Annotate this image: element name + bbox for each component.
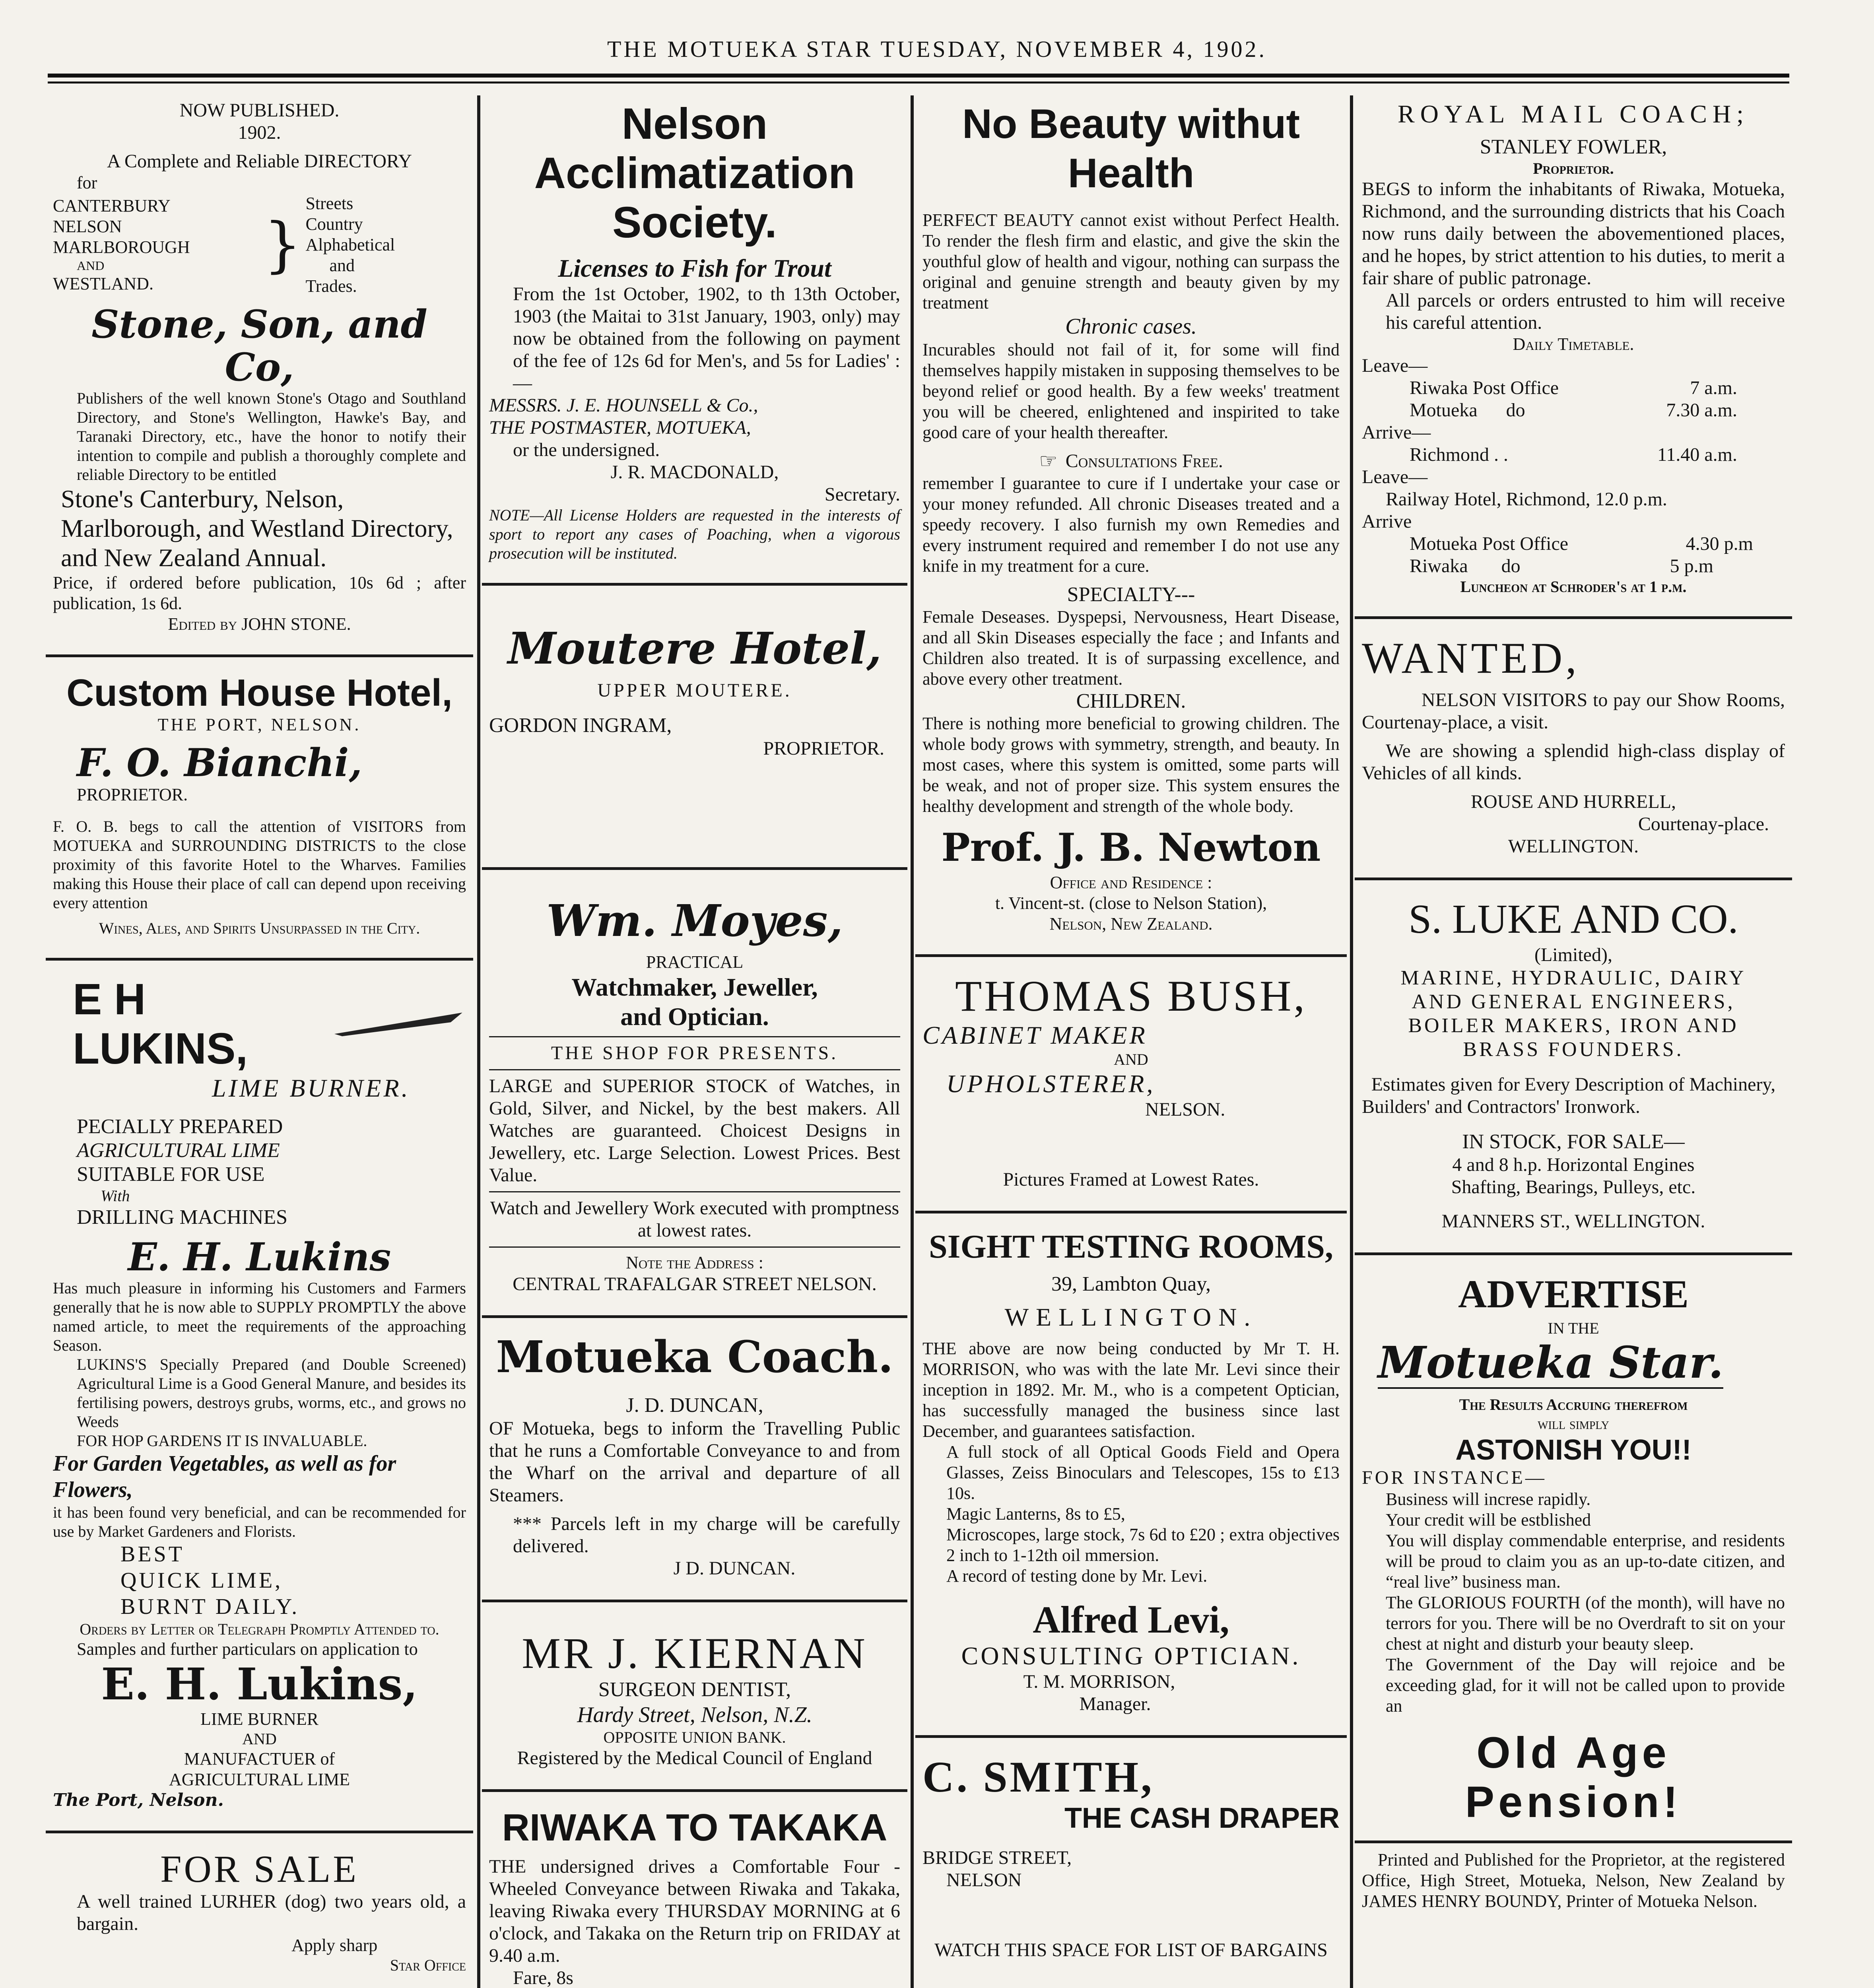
ad-body: All parcels or orders entrusted to him will receive his careful attention.: [1386, 290, 1785, 333]
proprietor-name: GORDON INGRAM,: [489, 714, 672, 737]
ad-line: Shafting, Bearings, Pulleys, etc.: [1451, 1176, 1696, 1198]
proprietor-role: PROPRIETOR.: [763, 738, 884, 759]
ad-line: AND: [1114, 1050, 1148, 1068]
timetable-place: Riwaka Post Office: [1410, 377, 1559, 398]
ad-subhead: Daily Timetable.: [1513, 334, 1634, 354]
ad-line: THE POSTMASTER, MOTUEKA,: [489, 417, 751, 438]
quill-icon: [334, 1010, 466, 1038]
ad-line: or the undersigned.: [513, 439, 660, 460]
lukins-line: AGRICULTURAL LIME: [77, 1139, 280, 1162]
ad-address: NELSON.: [1145, 1099, 1225, 1120]
timetable-time: 5 p.m: [1670, 555, 1713, 577]
timetable-row: [1362, 555, 1785, 577]
ad-body: remember I guarantee to cure if I undertake your case or your money refunded. All chronic Diseases treated and a speedy recovery. I also furnish my own Remedies and every instrument required and remember I do not use any knife in my treatment for a cure.: [922, 474, 1340, 576]
timetable-line: Leave—: [1362, 355, 1428, 376]
thomas-bush-ad: [915, 967, 1347, 1200]
ad-note: Orders by Letter or Telegraph Promptly Attended to.: [80, 1620, 439, 1638]
ad-line: MESSRS. J. E. HOUNSELL & Co.,: [489, 395, 758, 416]
masthead: THE MOTUEKA STAR TUESDAY, NOVEMBER 4, 1902.: [607, 36, 1267, 62]
lukins-garden: For Garden Vegetables, as well as for Flowers,: [53, 1451, 396, 1502]
ad-body: Watch and Jewellery Work executed with promptness at lowest rates.: [490, 1198, 899, 1241]
directory-title: Stone's Canterbury, Nelson, Marlborough, and Westland Directory, and New Zealand Annual.: [61, 485, 453, 572]
ad-title: MR J. KIERNAN: [522, 1629, 868, 1677]
ad-signature: Prof. J. B. Newton: [941, 825, 1321, 870]
ad-title: Society.: [612, 198, 777, 247]
ad-signature: J D. DUNCAN.: [673, 1558, 796, 1579]
lukins-sig-line: AND: [242, 1730, 277, 1748]
pointing-hand-icon: ☞: [1039, 450, 1058, 473]
ad-body: THE above are now being conducted by Mr T. H. MORRISON, who was with the late Mr. Levi since their inception in 1892. Mr. M., who is a competent Optician, has successfully managed the business since last December, and guarantees satisfaction.: [922, 1339, 1340, 1441]
kind: Country: [305, 214, 363, 234]
directory-ad: [46, 95, 473, 644]
for-sale-ad: [46, 1844, 473, 1984]
divider: [482, 1789, 907, 1792]
ad-body: Incurables should not fail of it, for some will find themselves happily mistaken in supposing themselves to be beyond relief or good health. By a few weeks' treatment you will be cheered, enlightened and inspirited to take good care of your health thereafter.: [922, 340, 1340, 442]
lukins-sig-line: AGRICULTURAL LIME: [169, 1770, 350, 1789]
divider: [482, 1315, 907, 1318]
ad-body: From the 1st October, 1902, to th 13th October, 1903 (the Maitai to 31st January, 1903, only) may now be obtained from the following on payment of the fee of 12s 6d for Men's, and 5s for Ladies' :—: [513, 283, 900, 394]
column-3: [915, 95, 1347, 1988]
region: AND: [77, 258, 105, 273]
ad-body: OF Motueka, begs to inform the Travelling Public that he runs a Comfortable Conveyance to and from the Wharf on the arrival and departure of all Steamers.: [489, 1418, 900, 1506]
ad-title: E H LUKINS,: [73, 975, 248, 1073]
ad-title: Custom House Hotel,: [66, 672, 452, 714]
ad-body: Estimates given for Every Description of Machinery,: [1371, 1074, 1776, 1095]
ad-note: Pictures Framed at Lowest Rates.: [1003, 1169, 1259, 1190]
divider: [915, 1211, 1347, 1213]
divider: [1355, 616, 1792, 619]
timetable-place: Motueka Post Office: [1410, 533, 1569, 554]
ad-subtitle: UPPER MOUTERE.: [597, 680, 792, 701]
ad-body: There is nothing more beneficial to growing children. The whole body grows with symmetry, strength, and beauty. In most cases, where this system is omitted, some parts will be weak, and not of proper size. This system ensures the healthy development and strength of the whole body.: [922, 714, 1340, 816]
directory-line: 1902.: [238, 122, 281, 143]
ad-body: F. O. B. begs to call the attention of VISITORS from MOTUEKA and SURROUNDING DISTRICTS to the close proximity of this favorite Hotel to the Wharves. Families making this House their place of call can depend upon receiving every attention: [53, 817, 466, 912]
ad-note: FOR HOP GARDENS IT IS INVALUABLE.: [77, 1432, 367, 1450]
ad-body: Microscopes, large stock, 7s 6d to £20 ; extra objectives 2 inch to 1-12th oil mmersion.: [946, 1525, 1340, 1565]
lukins-sig-line: MANUFACTUER of: [184, 1749, 335, 1769]
divider: [915, 1735, 1347, 1738]
timetable-line: Arrive: [1362, 511, 1412, 532]
divider: [46, 1831, 473, 1833]
ad-line: FOR INSTANCE—: [1362, 1467, 1547, 1488]
divider: [489, 1246, 900, 1248]
ad-line: 4 and 8 h.p. Horizontal Engines: [1452, 1154, 1695, 1175]
ad-line: will simply: [1538, 1415, 1609, 1433]
lukins-line: DRILLING MACHINES: [77, 1206, 288, 1229]
ad-title: ADVERTISE: [1458, 1272, 1689, 1316]
ad-subtitle: SURGEON DENTIST,: [598, 1678, 791, 1701]
column-divider: [1350, 95, 1353, 1988]
timetable-time: 4.30 p.m: [1686, 533, 1753, 554]
ad-subtitle: J. D. DUNCAN,: [626, 1394, 763, 1417]
region: MARLBOROUGH: [53, 237, 190, 257]
kiernan-ad: [482, 1613, 907, 1779]
timetable-line: Arrive—: [1362, 422, 1431, 443]
ad-body: Builders' and Contractors' Ironwork.: [1362, 1096, 1640, 1117]
ad-signature-role: CONSULTING OPTICIAN.: [961, 1642, 1301, 1670]
moyes-ad: [482, 880, 907, 1305]
proprietor-role: PROPRIETOR.: [77, 785, 188, 804]
ad-subhead: Chronic cases.: [1065, 314, 1197, 339]
ad-body: Has much pleasure in informing his Customers and Farmers generally that he is now able to SUPPLY PROMPTLY the above named article, to meet the requirements of the approaching Season.: [53, 1279, 466, 1354]
ad-subtitle: LIME BURNER.: [212, 1074, 410, 1102]
kind: Alphabetical: [305, 235, 395, 254]
ad-note: Star Office: [390, 1956, 466, 1974]
ad-line: BRASS FOUNDERS.: [1463, 1038, 1684, 1061]
ad-subhead: SPECIALTY---: [1067, 583, 1195, 606]
divider: [46, 654, 473, 657]
timetable-row: [1362, 444, 1785, 466]
ad-title: C. SMITH,: [922, 1753, 1154, 1801]
column-1: [46, 95, 473, 1988]
ad-address: WELLINGTON.: [1508, 836, 1639, 857]
divider: [482, 583, 907, 586]
kind: Streets: [305, 194, 353, 213]
lukins-best: QUICK LIME,: [120, 1568, 283, 1593]
ad-note: NOTE—All License Holders are requested in the interests of sport to report any cases of Poaching, when a vigorous prosecution will be instituted.: [489, 506, 900, 562]
ad-line: BOILER MAKERS, IRON AND: [1408, 1014, 1739, 1037]
timetable-row: [1362, 377, 1785, 399]
ad-body: it has been found very beneficial, and can be recommended for use by Market Gardeners and Florists.: [53, 1503, 466, 1540]
moutere-hotel-ad: [482, 608, 907, 857]
ad-line: UPHOLSTERER,: [946, 1070, 1155, 1098]
timetable-place: Riwaka do: [1410, 555, 1521, 577]
directory-line: NOW PUBLISHED.: [179, 100, 340, 121]
ad-body: Magic Lanterns, 8s to £5,: [946, 1504, 1125, 1524]
ad-address: Nelson, New Zealand.: [1049, 914, 1213, 934]
ad-subtitle: Proprietor.: [1533, 159, 1614, 177]
ad-body: The Government of the Day will rejoice and be exceeding glad, for it will not be called upon to provide an: [1386, 1655, 1785, 1716]
ad-note: Note the Address :: [626, 1253, 763, 1272]
beauty-ad: [915, 95, 1347, 944]
kind: Trades.: [305, 276, 357, 296]
ad-body: Female Deseases. Dyspepsi, Nervousness, Heart Disease, and all Skin Diseases especially the face ; and Infants and Children also treated. It is of surpassing excellence, and above every other treatment.: [922, 607, 1340, 689]
ad-title: SIGHT TESTING ROOMS,: [929, 1228, 1333, 1265]
ad-subtitle: THE PORT, NELSON.: [157, 715, 361, 734]
masthead-rule-lower: [48, 82, 1789, 83]
ad-title: No Beauty withut Health: [962, 101, 1300, 196]
divider: [489, 1069, 900, 1070]
region: NELSON: [53, 217, 122, 236]
ad-subhead: ASTONISH YOU!!: [1455, 1434, 1691, 1466]
acclimatization-ad: [482, 95, 907, 573]
ad-line: IN THE: [1548, 1319, 1599, 1337]
lukins-best: BURNT DAILY.: [120, 1594, 300, 1619]
ad-address: 39, Lambton Quay,: [1051, 1273, 1211, 1295]
ad-body: We are showing a splendid high-class display of Vehicles of all kinds.: [1362, 740, 1785, 784]
ad-line: The Results Accruing therefrom: [1459, 1396, 1688, 1413]
ad-line: CABINET MAKER: [922, 1021, 1148, 1049]
custom-house-ad: [46, 668, 473, 947]
ad-body: Your credit will be estblished: [1386, 1510, 1591, 1530]
advertise-ad: [1355, 1266, 1792, 1837]
divider: [915, 954, 1347, 957]
column-divider: [477, 95, 480, 1988]
ad-signature: J. R. MACDONALD,: [610, 462, 779, 483]
ad-address: CENTRAL TRAFALGAR STREET NELSON.: [513, 1274, 877, 1295]
wanted-ad: [1355, 629, 1792, 867]
ad-subtitle: THE SHOP FOR PRESENTS.: [551, 1043, 839, 1064]
timetable-line: Railway Hotel, Richmond, 12.0 p.m.: [1386, 489, 1667, 510]
ad-subhead: Consultations Free.: [1065, 450, 1223, 472]
ad-line: AND GENERAL ENGINEERS,: [1412, 990, 1735, 1013]
ad-subtitle: (Limited),: [1534, 944, 1612, 965]
lukins-line: PECIALLY PREPARED: [77, 1115, 283, 1138]
sight-testing-ad: [915, 1224, 1347, 1725]
ad-body: PERFECT BEAUTY cannot exist without Perfect Health. To render the flesh firm and elastic, and give the skin the youthful glow of health and vigour, nothing can surpass the original and genuine strength and beauty given by my treatment: [922, 210, 1340, 313]
c-smith-ad: [915, 1748, 1347, 1971]
proprietor-name: F. O. Bianchi,: [77, 740, 362, 785]
ad-line: and Optician.: [620, 1002, 769, 1031]
ad-title: Wm. Moyes,: [546, 895, 843, 946]
lukins-sig-line: LIME BURNER: [200, 1709, 318, 1729]
motueka-coach-ad: [482, 1328, 907, 1589]
consult-line: [922, 449, 1340, 473]
masthead-rule: [48, 74, 1789, 78]
ad-note: Fare, 8s: [513, 1967, 573, 1988]
lukins-line: With: [101, 1187, 130, 1205]
ad-signature-role: Secretary.: [824, 484, 900, 505]
lukins-line: SUITABLE FOR USE: [77, 1163, 265, 1186]
ad-address: MANNERS ST., WELLINGTON.: [1441, 1211, 1705, 1232]
ad-line: PRACTICAL: [646, 952, 744, 972]
divider: [1355, 1252, 1792, 1255]
ad-body: BEGS to inform the inhabitants of Riwaka, Motueka, Richmond, and the surrounding districts that his Coach now runs daily between the abovementioned places, and he hopes, by strict attention to his duties, to merit a fair share of public patronage.: [1362, 179, 1785, 289]
kind: and: [329, 256, 355, 275]
imprint-text: Printed and Published for the Proprietor, at the registered Office, High Street, Motueka, Nelson, New Zealand by JAMES HENRY BOUNDY, Printer of Motueka Nelson.: [1362, 1850, 1785, 1911]
directory-editor: Edited by JOHN STONE.: [168, 614, 351, 634]
timetable-time: 7 a.m.: [1690, 377, 1737, 398]
divider: [46, 958, 473, 961]
ad-title: S. LUKE AND CO.: [1408, 896, 1738, 942]
timetable-row: [1362, 533, 1785, 555]
ad-body: You will display commendable enterprise, and residents will be proud to claim you as an up-to-date citizen, and “real live” business man.: [1386, 1531, 1785, 1592]
ad-body: Registered by the Medical Council of England: [517, 1747, 872, 1769]
lukins-name: E. H. Lukins: [128, 1235, 391, 1279]
ad-line: MARINE, HYDRAULIC, DAIRY: [1400, 967, 1746, 989]
ad-body: A well trained LURHER (dog) two years old, a bargain.: [77, 1891, 466, 1934]
pension-banner: Old Age Pension!: [1465, 1728, 1682, 1827]
ad-address: t. Vincent-st. (close to Nelson Station),: [995, 893, 1267, 913]
directory-price: Price, if ordered before publication, 10s 6d ; after publication, 1s 6d.: [53, 573, 466, 613]
column-4: [1355, 95, 1792, 1988]
ad-city: WELLINGTON.: [1004, 1303, 1258, 1331]
divider: [489, 1191, 900, 1192]
ad-body: Business will increse rapidly.: [1386, 1489, 1591, 1509]
timetable-time: 7.30 a.m.: [1666, 400, 1737, 421]
ad-signature: ROUSE AND HURRELL,: [1470, 791, 1676, 812]
column-divider: [911, 95, 914, 1988]
divider: [489, 1036, 900, 1037]
riwaka-takaka-ad: [482, 1802, 907, 1988]
ad-title: Nelson Acclimatization: [534, 99, 855, 198]
lukins-sig-line: The Port, Nelson.: [53, 1790, 224, 1810]
ad-note: Luncheon at Schroder's at 1 p.m.: [1460, 578, 1687, 596]
timetable-place: Richmond . .: [1410, 444, 1508, 465]
directory-line: A Complete and Reliable DIRECTORY: [107, 151, 412, 172]
region: WESTLAND.: [53, 274, 153, 293]
timetable-line: Leave—: [1362, 466, 1428, 487]
ad-address: Courtenay-place.: [1638, 813, 1769, 835]
lukins-signature: E. H. Lukins,: [101, 1658, 418, 1710]
ad-note: OPPOSITE UNION BANK.: [603, 1728, 786, 1746]
ad-note: Office and Residence :: [1050, 873, 1212, 892]
divider: [482, 867, 907, 870]
firm-name: Stone, Son, and Co,: [91, 302, 427, 390]
ad-address: Hardy Street, Nelson, N.Z.: [577, 1703, 812, 1727]
ad-title: Motueka Coach.: [496, 1331, 893, 1382]
royal-mail-coach-ad: [1355, 95, 1792, 606]
ad-title: Moutere Hotel,: [507, 623, 882, 674]
ad-note: Apply sharp: [291, 1936, 378, 1955]
divider: [482, 1600, 907, 1602]
directory-regions: [53, 193, 466, 297]
region: CANTERBURY: [53, 196, 171, 215]
timetable-time: 11.40 a.m.: [1657, 444, 1737, 465]
ad-body: Samples and further particulars on application to: [77, 1639, 418, 1659]
ad-body: THE undersigned drives a Comfortable Four - Wheeled Conveyance between Riwaka and Takaka, leaving Riwaka every THURSDAY MORNING at 6 o'clock, and Takaka on the Return trip on FRIDAY at 9.40 a.m.: [489, 1856, 900, 1966]
ad-line: Watchmaker, Jeweller,: [571, 973, 818, 1001]
ad-title: THOMAS BUSH,: [955, 972, 1307, 1020]
ad-title: WANTED,: [1362, 634, 1580, 682]
s-luke-ad: [1355, 891, 1792, 1242]
ad-address: BRIDGE STREET,: [922, 1847, 1072, 1868]
ad-signature: Alfred Levi,: [1033, 1598, 1229, 1641]
timetable-place: Motueka do: [1410, 400, 1525, 421]
ad-manager-role: Manager.: [1079, 1693, 1151, 1714]
divider: [1355, 878, 1792, 880]
directory-line: for: [77, 173, 97, 192]
ad-body: LARGE and SUPERIOR STOCK of Watches, in Gold, Silver, and Nickel, by the best makers. All Watches are guaranteed. Choicest Designs in Jewellery, etc. Large Selection. Lowest Prices. Best Value.: [489, 1076, 900, 1186]
lukins-best: BEST: [120, 1542, 184, 1567]
ad-subhead: IN STOCK, FOR SALE—: [1462, 1130, 1685, 1153]
brace-glyph: }: [264, 210, 302, 280]
ad-note: WATCH THIS SPACE FOR LIST OF BARGAINS: [934, 1939, 1328, 1961]
ad-subtitle: STANLEY FOWLER,: [1480, 136, 1667, 158]
ad-subhead: CHILDREN.: [1076, 690, 1186, 712]
imprint: [1355, 1850, 1792, 1921]
column-2: [482, 95, 907, 1988]
divider: [1355, 1840, 1792, 1843]
ad-manager: T. M. MORRISON,: [1023, 1671, 1175, 1692]
ad-note: Wines, Ales, and Spirits Unsurpassed in the City.: [99, 919, 420, 937]
timetable-row: [1362, 399, 1785, 421]
paper-name: Motueka Star.: [1378, 1337, 1724, 1388]
ad-subtitle: Licenses to Fish for Trout: [558, 254, 831, 282]
ad-title: ROYAL MAIL COACH;: [1398, 100, 1749, 128]
ad-body: A record of testing done by Mr. Levi.: [946, 1566, 1208, 1586]
ad-address: NELSON: [946, 1870, 1022, 1891]
lukins-ad: [46, 971, 473, 1820]
directory-body: Publishers of the well known Stone's Otago and Southland Directory, and Stone's Wellington, Hawke's Bay, and Taranaki Directory, etc., have the honor to notify their intention to compile and publish a thoroughly complete and reliable Directory to be entitled: [77, 389, 466, 483]
ad-body: The GLORIOUS FOURTH (of the month), will have no terrors for you. There will be no Overdraft to sit on your chest at night and disturb your beauty sleep.: [1386, 1593, 1785, 1654]
ad-body: A full stock of all Optical Goods Field and Opera Glasses, Zeiss Binoculars and Telescopes, 15s to £13 10s.: [946, 1442, 1340, 1503]
ad-title: RIWAKA TO TAKAKA: [502, 1806, 887, 1849]
ad-body: NELSON VISITORS to pay our Show Rooms, Courtenay-place, a visit.: [1362, 689, 1785, 733]
ad-body: *** Parcels left in my charge will be carefully delivered.: [513, 1513, 900, 1557]
ad-body: LUKINS'S Specially Prepared (and Double Screened) Agricultural Lime is a Good General Manure, and besides its fertilising powers, destroys grubs, worms, etc., and grows no Weeds: [77, 1355, 466, 1431]
ad-title: FOR SALE: [160, 1848, 359, 1890]
ad-subtitle: THE CASH DRAPER: [1064, 1802, 1340, 1834]
